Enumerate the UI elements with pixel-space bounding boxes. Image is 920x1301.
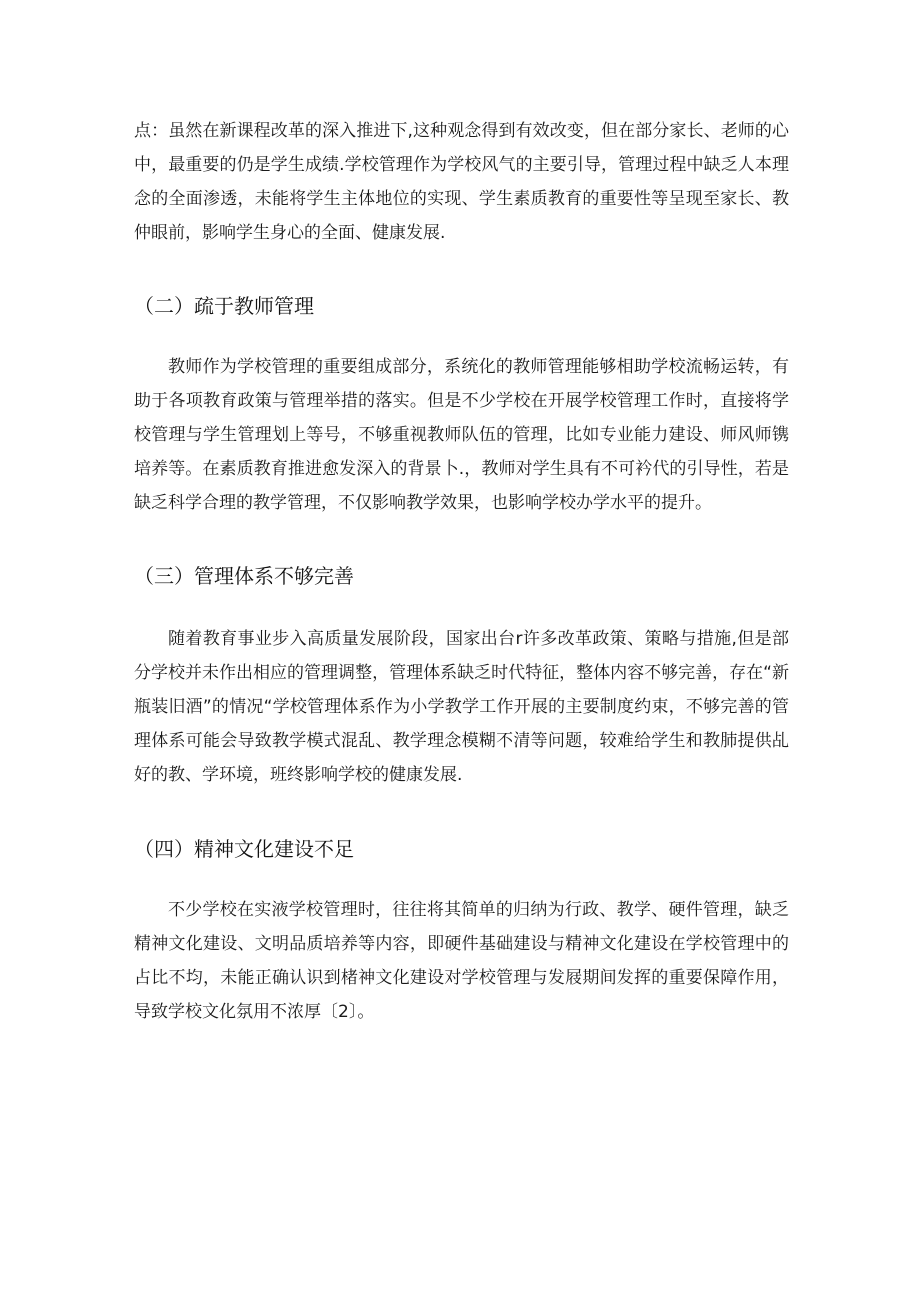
section-heading-spiritual-culture: （四）精神文化建设不足: [134, 837, 354, 861]
paragraph-management-system: 随着教育事业步入高质量发展阶段，国家出台r许多改革政策、策略与措施,但是部分学校并未作出相应的管理调整，管理体系缺乏时代特征，整体内容不够完善，存在“新瓶装旧酒”的情况“学校管理体系作为小学教学工作开展的主要制度约束，不够完善的管理体系可能会导致教学模式混乱、教学理念模糊不清等问题，较难给学生和教肺提供乩好的教、学环境，班终影响学校的健康发展.: [134, 629, 789, 785]
paragraph-teacher-management: 教师作为学校管理的重要组成部分，系统化的教师管理能够相助学校流畅运转，有助于各项教育政策与管理举措的落实。但是不少学校在开展学校管理工作时，直接将学校管理与学生管理划上等号，不够重视教师队伍的管理，比如专业能力建设、师风师镌培养等。在素质教育推进愈发深入的背景卜.，教师对学生具有不可衿代的引导性，若是缺乏科学合理的教学管理，不仅影响教学效果，也影响学校办学水平的提升。: [134, 357, 789, 513]
section-heading-management-system: （三）管理体系不够完善: [134, 564, 354, 588]
section-heading-teacher-management: （二）疏于教师管理: [134, 294, 314, 318]
paragraph-spiritual-culture: 不少学校在实液学校管理时，往往将其简单的归纳为行政、教学、硬件管理，缺乏精神文化建设、文明品质培养等内容，即硬件基础建设与精神文化建设在学校管理中的占比不均，未能正确认识到楮神文化建设对学校管理与发屐期间发挥的重要保障作用，导致学校文化氛用不浓厚〔2〕。: [134, 900, 789, 1022]
paragraph-continuation: 点：虽然在新课程改革的深入推进下,这种观念得到有效改变，但在部分家长、老师的心中，最重要的仍是学生成绩.学校管理作为学校风气的主要引导，管理过程中缺乏人本理念的全面渗透，未能将学生主体地位的实现、学生素质教育的重要性等呈现至家长、教仲眼前，影响学生身心的全面、健康发展.: [134, 121, 789, 243]
